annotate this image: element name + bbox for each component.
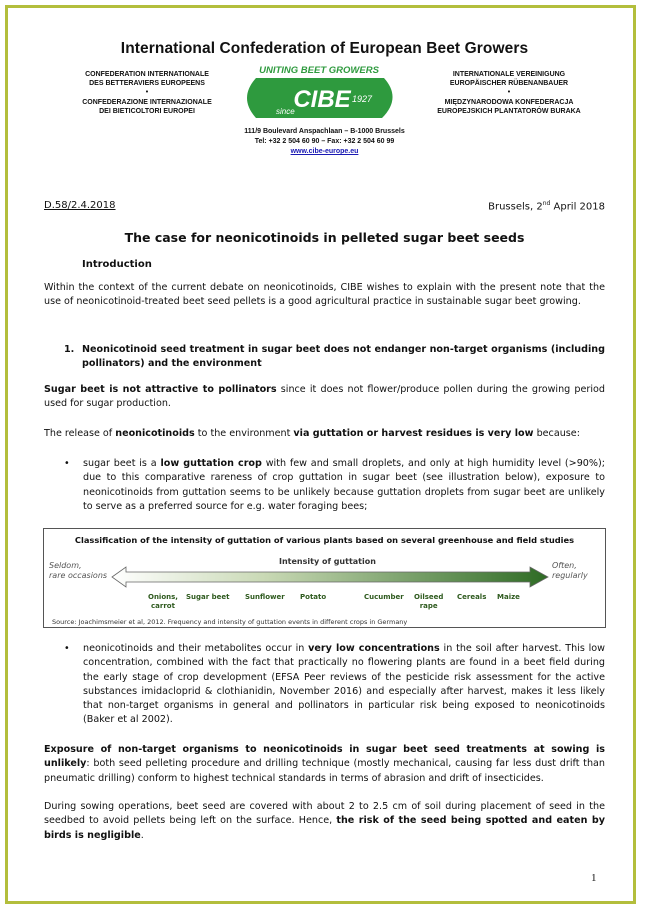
paragraph-text: . (140, 829, 144, 841)
crop-label: Oilseed rape (414, 593, 444, 610)
guttation-figure (43, 528, 606, 628)
phone-line: Tel: +32 2 504 60 90 – Fax: +32 2 504 60 99 (254, 138, 395, 145)
paragraph-exposure (44, 743, 605, 786)
logo-year: 1927 (352, 94, 373, 104)
bullet-text: sugar beet is a low guttation crop with few and small droplets, and only at high humidity level (>90%); due to this comparative rareness of crop guttation in sugar beet (see illustration below), exposure to neonicotinoids from guttation seems to be unlikely because guttation droplets from sugar beet are unlikely to serve as a preferred source for e.g. water foraging bees; (83, 458, 606, 512)
bullet-guttation (64, 457, 605, 514)
bold-text: very low concentrations (308, 643, 440, 654)
figure-arrow-label: Intensity of guttation (279, 557, 376, 566)
figure-right-label: Often, regularly (552, 561, 588, 580)
figure-left-label: Seldom, rare occasions (49, 561, 108, 580)
paragraph-text: because: (533, 428, 580, 439)
section-number: 1. (64, 344, 75, 355)
header-left-line: CONFEDERAZIONE INTERNAZIONALE (82, 98, 212, 106)
address-block (44, 127, 605, 157)
header-right-line: • (507, 89, 511, 97)
intro-paragraph: Within the context of the current debate on neonicotinoids, CIBE wishes to explain with the present note that the use of neonicotinoid-treated beet seed pellets is a good agricultural practice in sustainable sugar beet growing. (44, 282, 605, 308)
crop-label: Potato (300, 593, 327, 601)
guttation-arrow (110, 565, 550, 589)
crop-label: Sunflower (245, 593, 285, 601)
bullet-soil (64, 642, 605, 728)
paragraph-text: The release of (44, 428, 116, 439)
crop-label: Maize (497, 593, 520, 601)
logo-name: CIBE (293, 86, 351, 113)
header-left-line: CONFEDERATION INTERNATIONALE (85, 71, 209, 78)
bullet-text: neonicotinoids and their metabolites occur in very low concentrations in the soil after harvest. This low concentration, combined with the fact that practically no flowering plants are found in a beet field during the early stage of crop development (EFSA Peer reviews of the pesticide risk assessment for the active substances imidacloprid & clothianidin, November 2016) and especially after harvest, makes it less likely that non-target organisms in general and pollinators in particular risk being exposed to neonicotinoids (Baker et al 2002). (83, 643, 606, 726)
document-date (488, 200, 605, 212)
bullet-dot: • (64, 458, 70, 469)
paragraph-sowing (44, 800, 605, 843)
section-title: Neonicotinoid seed treatment in sugar beet does not endanger non-target organisms (including pollinators) and the environment (82, 344, 605, 370)
header-right-line: MIĘDZYNARODOWA KONFEDERACJA (444, 98, 574, 106)
bold-text: neonicotinoids (115, 428, 195, 439)
bold-text: the risk of the seed being spotted and eaten by birds is negligible (44, 815, 605, 841)
cibe-logo (234, 64, 404, 124)
bold-text: low guttation crop (160, 458, 262, 469)
date-suffix: April 2018 (550, 201, 605, 213)
date-superscript: nd (542, 200, 551, 207)
crop-label: Cereals (457, 593, 487, 601)
logo-slogan: UNITING BEET GROWERS (259, 65, 379, 76)
organization-name: International Confederation of European Beet Growers (120, 40, 529, 57)
paragraph-pollinators (44, 383, 605, 412)
header-right-names (424, 70, 594, 116)
intro-heading: Introduction (82, 259, 152, 270)
header-right-line: INTERNATIONALE VEREINIGUNG (452, 71, 566, 78)
address-line: 111/9 Boulevard Anspachlaan – B-1000 Brussels (244, 128, 405, 135)
paragraph-text: During sowing operations, beet seed are covered with about 2 to 2.5 cm of soil during placement of seed in the seedbed to avoid pellets being left on the surface. Hence, (44, 801, 605, 827)
bold-text: via guttation or harvest residues is very low (293, 428, 534, 439)
paragraph-text: since it does not flower/produce pollen during the growing period used for sugar production. (44, 384, 605, 410)
figure-source: Source: Joachimsmeier et al, 2012. Frequency and intensity of guttation events in different crops in Germany (52, 618, 408, 626)
website-link[interactable]: www.cibe-europe.eu (290, 148, 359, 155)
header-right-line: EUROPEJSKICH PLANTATORÓW BURAKA (437, 107, 581, 115)
bullet-dot: • (64, 643, 70, 654)
bold-text: Sugar beet is not attractive to pollinators (44, 384, 277, 395)
crop-label: Onions, carrot (148, 593, 178, 610)
header-left-names (72, 70, 222, 116)
logo-since: since (276, 107, 295, 116)
header-right-line: EUROPÄISCHER RÜBENANBAUER (449, 80, 569, 88)
crop-label: Cucumber (364, 593, 404, 601)
paragraph-text: to the environment (194, 428, 294, 439)
document-title: The case for neonicotinoids in pelleted sugar beet seeds (124, 230, 525, 245)
date-prefix: Brussels, 2 (488, 201, 543, 213)
bold-text: Exposure of non-target organisms to neonicotinoids in sugar beet seed treatments at sowing is unlikely (44, 744, 605, 770)
header-left-line: • (145, 89, 149, 97)
document-reference: D.58/2.4.2018 (44, 200, 116, 211)
paragraph-text: : both seed pelleting procedure and drilling technique (mostly mechanical, causing far less dust drift than pneumatic drilling) conform to highest technical standards in terms of abrasion and drift of insecticides. (44, 758, 605, 784)
header-left-line: DEI BIETICOLTORI EUROPEI (99, 107, 195, 115)
header-left-line: DES BETTERAVIERS EUROPEENS (89, 80, 205, 88)
figure-title: Classification of the intensity of guttation of various plants based on several greenhouse and field studies (74, 535, 575, 545)
crop-label: Sugar beet (186, 593, 230, 601)
arrow-shape (112, 567, 548, 587)
section-1-heading (64, 343, 605, 372)
paragraph-release (44, 427, 605, 441)
page-number: 1 (591, 872, 597, 884)
